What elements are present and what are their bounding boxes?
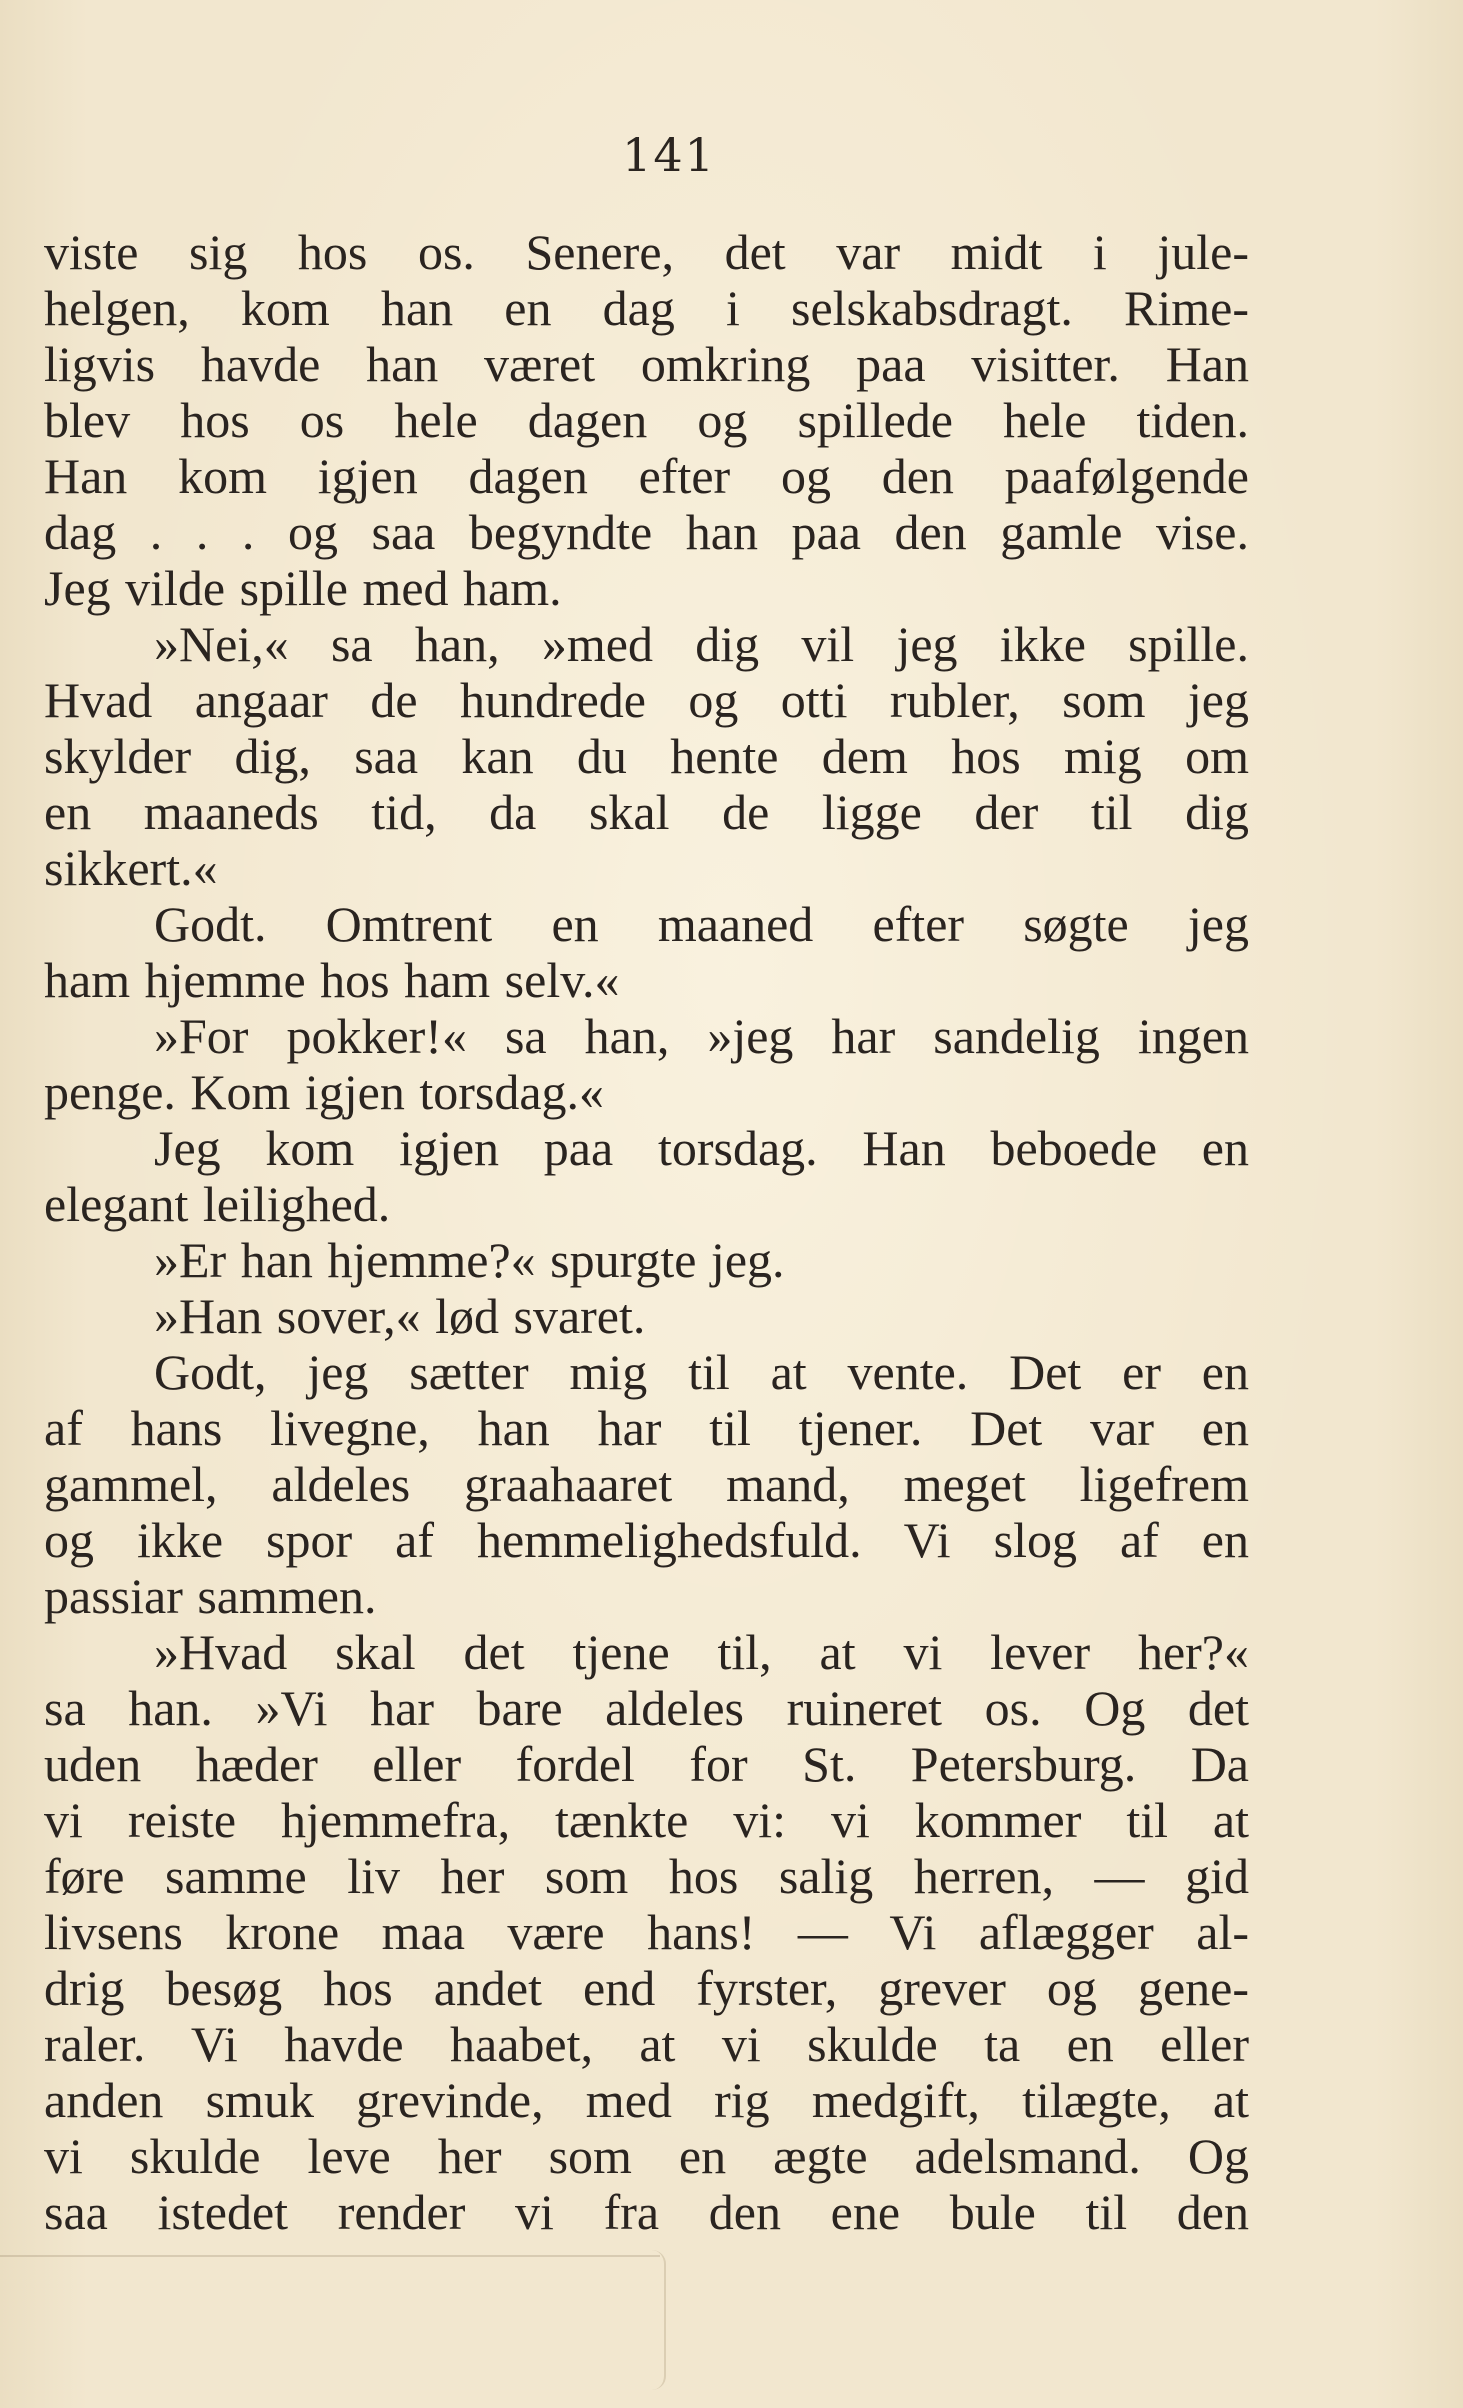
text-line: »Er han hjemme?« spurgte jeg. bbox=[154, 1232, 785, 1288]
text-line: saa istedet render vi fra den ene bule til den bbox=[44, 2184, 1249, 2240]
text-line: og ikke spor af hemmelighedsfuld. Vi slog af en bbox=[44, 1512, 1249, 1568]
text-line: »For pokker!« sa han, »jeg har sandelig ingen bbox=[154, 1008, 1249, 1064]
text-line: »Han sover,« lød svaret. bbox=[154, 1288, 646, 1344]
text-line: passiar sammen. bbox=[44, 1568, 377, 1624]
text-line: ligvis havde han været omkring paa visitter. Han bbox=[44, 336, 1249, 392]
text-line: Hvad angaar de hundrede og otti rubler, som jeg bbox=[44, 672, 1249, 728]
text-line: Jeg vilde spille med ham. bbox=[44, 560, 562, 616]
text-line: helgen, kom han en dag i selskabsdragt. Rime- bbox=[44, 280, 1249, 336]
text-line: »Hvad skal det tjene til, at vi lever her?« bbox=[154, 1624, 1249, 1680]
text-line: viste sig hos os. Senere, det var midt i jule- bbox=[44, 224, 1249, 280]
text-line: elegant leilighed. bbox=[44, 1176, 391, 1232]
text-line: skylder dig, saa kan du hente dem hos mig om bbox=[44, 728, 1249, 784]
page-edge-line bbox=[0, 2255, 660, 2257]
text-line: raler. Vi havde haabet, at vi skulde ta en eller bbox=[44, 2016, 1249, 2072]
text-line: vi reiste hjemmefra, tænkte vi: vi kommer til at bbox=[44, 1792, 1249, 1848]
text-line: drig besøg hos andet end fyrster, grever og gene- bbox=[44, 1960, 1249, 2016]
page-number: 141 bbox=[622, 128, 716, 182]
text-line: sa han. »Vi har bare aldeles ruineret os. Og det bbox=[44, 1680, 1249, 1736]
text-line: gammel, aldeles graahaaret mand, meget ligefrem bbox=[44, 1456, 1249, 1512]
text-line: vi skulde leve her som en ægte adelsmand. Og bbox=[44, 2128, 1249, 2184]
text-line: dag . . . og saa begyndte han paa den gamle vise. bbox=[44, 504, 1249, 560]
text-line: Godt, jeg sætter mig til at vente. Det er en bbox=[154, 1344, 1249, 1400]
body-text bbox=[44, 224, 1249, 2240]
text-line: Godt. Omtrent en maaned efter søgte jeg bbox=[154, 896, 1249, 952]
text-line: penge. Kom igjen torsdag.« bbox=[44, 1064, 605, 1120]
text-line: Jeg kom igjen paa torsdag. Han beboede en bbox=[154, 1120, 1249, 1176]
text-line: »Nei,« sa han, »med dig vil jeg ikke spille. bbox=[154, 616, 1249, 672]
page-fold-mark bbox=[650, 2250, 666, 2390]
text-line: sikkert.« bbox=[44, 840, 218, 896]
text-line: af hans livegne, han har til tjener. Det var en bbox=[44, 1400, 1249, 1456]
text-line: Han kom igjen dagen efter og den paafølgende bbox=[44, 448, 1249, 504]
text-line: livsens krone maa være hans! — Vi aflægger al- bbox=[44, 1904, 1249, 1960]
text-line: blev hos os hele dagen og spillede hele tiden. bbox=[44, 392, 1249, 448]
text-line: føre samme liv her som hos salig herren, — gid bbox=[44, 1848, 1249, 1904]
text-line: en maaneds tid, da skal de ligge der til dig bbox=[44, 784, 1249, 840]
text-line: uden hæder eller fordel for St. Petersburg. Da bbox=[44, 1736, 1249, 1792]
text-line: ham hjemme hos ham selv.« bbox=[44, 952, 620, 1008]
text-line: anden smuk grevinde, med rig medgift, tilægte, at bbox=[44, 2072, 1249, 2128]
